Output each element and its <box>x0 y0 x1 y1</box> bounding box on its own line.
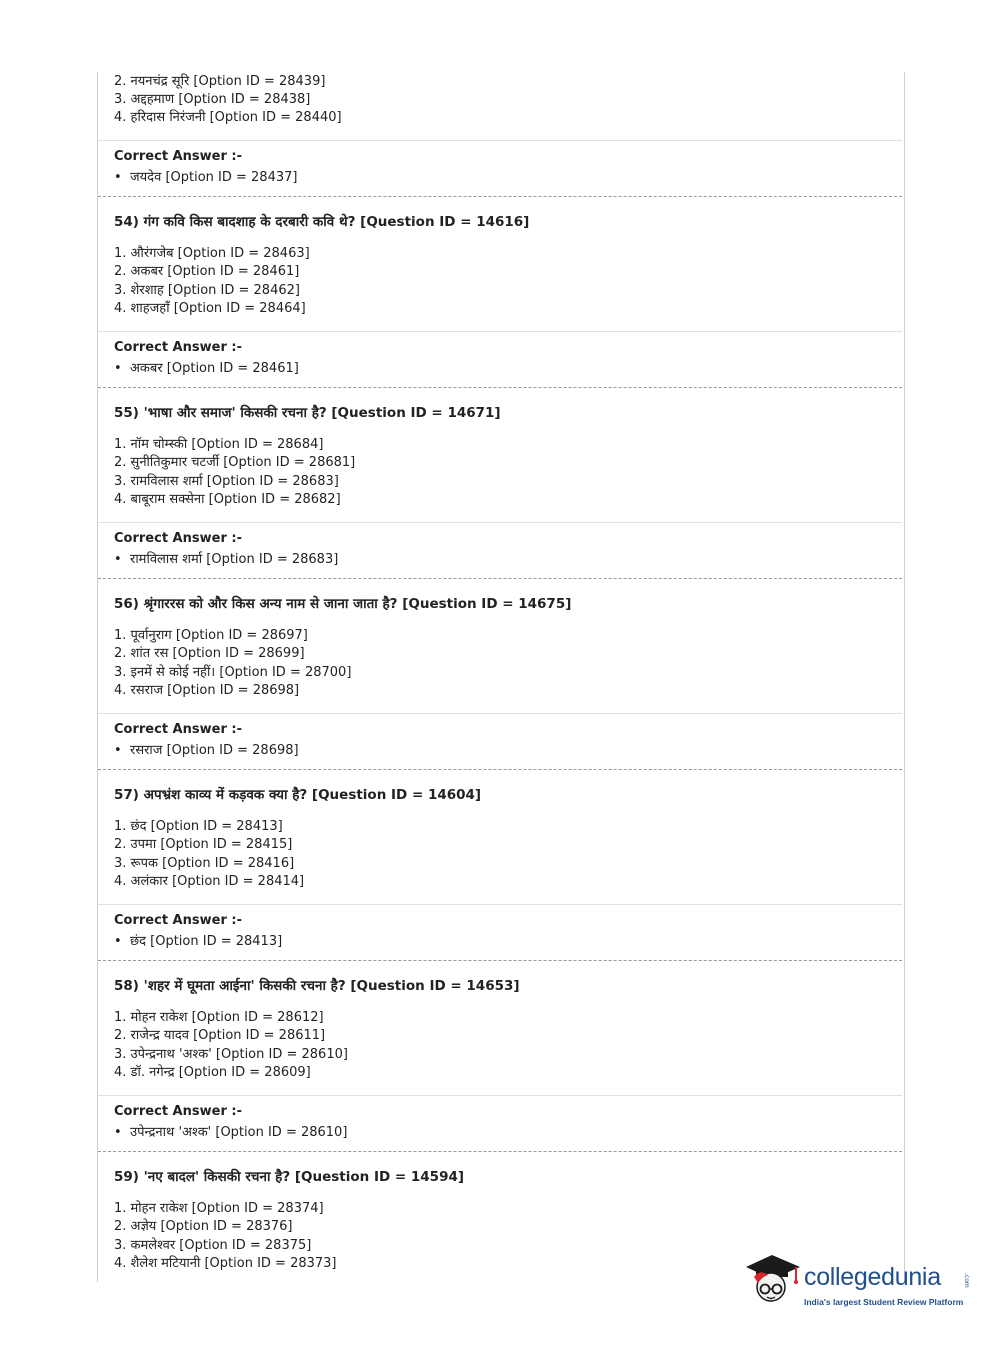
mascot-icon <box>742 1247 804 1311</box>
divider <box>98 904 902 905</box>
option-item: 1. मोहन राकेश [Option ID = 28374] <box>114 1201 324 1216</box>
correct-answer-value: • अकबर [Option ID = 28461] <box>114 361 299 377</box>
option-item: 2. उपमा [Option ID = 28415] <box>114 837 293 852</box>
correct-answer-value: • छंद [Option ID = 28413] <box>114 934 282 950</box>
option-item: 2. नयनचंद्र सूरि [Option ID = 28439] <box>114 74 326 89</box>
correct-answer-value: • जयदेव [Option ID = 28437] <box>114 170 297 186</box>
divider <box>98 1095 902 1096</box>
option-item: 2. राजेन्द्र यादव [Option ID = 28611] <box>114 1028 326 1043</box>
correct-answer-label: Correct Answer :- <box>114 340 242 355</box>
logo-tagline: India's largest Student Review Platform <box>804 1297 964 1307</box>
correct-answer-label: Correct Answer :- <box>114 722 242 737</box>
option-item: 3. रूपक [Option ID = 28416] <box>114 856 295 871</box>
option-item: 3. उपेन्द्रनाथ 'अश्क' [Option ID = 28610] <box>114 1047 348 1062</box>
question-heading: 59) 'नए बादल' किसकी रचना है? [Question ID = 14594] <box>114 1169 465 1185</box>
option-item: 1. मोहन राकेश [Option ID = 28612] <box>114 1010 324 1025</box>
question-heading: 56) श्रृंगाररस को और किस अन्य नाम से जाना जाता है? [Question ID = 14675] <box>114 596 572 612</box>
option-item: 3. कमलेश्वर [Option ID = 28375] <box>114 1238 312 1253</box>
correct-answer-label: Correct Answer :- <box>114 149 242 164</box>
option-item: 4. रसराज [Option ID = 28698] <box>114 683 300 698</box>
question-separator <box>98 960 902 961</box>
option-item: 1. नॉम चोम्स्की [Option ID = 28684] <box>114 437 324 452</box>
option-item: 4. डॉ. नगेन्द्र [Option ID = 28609] <box>114 1065 311 1080</box>
option-item: 3. इनमें से कोई नहीं। [Option ID = 28700] <box>114 665 352 680</box>
question-heading: 57) अपभ्रंश काव्य में कड़वक क्या है? [Question ID = 14604] <box>114 787 482 803</box>
option-item: 2. सुनीतिकुमार चटर्जी [Option ID = 28681] <box>114 455 356 470</box>
question-separator <box>98 196 902 197</box>
divider <box>98 713 902 714</box>
correct-answer-label: Correct Answer :- <box>114 913 242 928</box>
collegedunia-logo[interactable] <box>742 1247 972 1309</box>
option-item: 4. शैलेश मटियानी [Option ID = 28373] <box>114 1256 337 1271</box>
option-item: 4. बाबूराम सक्सेना [Option ID = 28682] <box>114 492 341 507</box>
correct-answer-value: • रसराज [Option ID = 28698] <box>114 743 299 759</box>
question-separator <box>98 1151 902 1152</box>
option-item: 4. अलंकार [Option ID = 28414] <box>114 874 305 889</box>
option-item: 3. शेरशाह [Option ID = 28462] <box>114 283 300 298</box>
question-separator <box>98 578 902 579</box>
option-item: 3. अद्दहमाण [Option ID = 28438] <box>114 92 311 107</box>
question-heading: 54) गंग कवि किस बादशाह के दरबारी कवि थे? [Question ID = 14616] <box>114 214 530 230</box>
divider <box>98 331 902 332</box>
option-item: 1. छंद [Option ID = 28413] <box>114 819 283 834</box>
question-separator <box>98 769 902 770</box>
option-item: 4. हरिदास निरंजनी [Option ID = 28440] <box>114 110 342 125</box>
correct-answer-label: Correct Answer :- <box>114 531 242 546</box>
correct-answer-value: • रामविलास शर्मा [Option ID = 28683] <box>114 552 338 568</box>
option-item: 4. शाहजहाँ [Option ID = 28464] <box>114 301 306 316</box>
option-item: 2. अज्ञेय [Option ID = 28376] <box>114 1219 293 1234</box>
correct-answer-label: Correct Answer :- <box>114 1104 242 1119</box>
option-item: 1. औरंगजेब [Option ID = 28463] <box>114 246 310 261</box>
option-item: 2. अकबर [Option ID = 28461] <box>114 264 300 279</box>
divider <box>98 140 902 141</box>
divider <box>98 522 902 523</box>
logo-wordmark: collegedunia <box>804 1263 941 1291</box>
option-item: 3. रामविलास शर्मा [Option ID = 28683] <box>114 474 339 489</box>
question-separator <box>98 387 902 388</box>
logo-domain-suffix: .com <box>963 1273 970 1288</box>
question-heading: 58) 'शहर में घूमता आईना' किसकी रचना है? [Question ID = 14653] <box>114 978 520 994</box>
correct-answer-value: • उपेन्द्रनाथ 'अश्क' [Option ID = 28610] <box>114 1125 347 1141</box>
question-heading: 55) 'भाषा और समाज' किसकी रचना है? [Question ID = 14671] <box>114 405 501 421</box>
option-item: 1. पूर्वानुराग [Option ID = 28697] <box>114 628 308 643</box>
option-item: 2. शांत रस [Option ID = 28699] <box>114 646 305 661</box>
